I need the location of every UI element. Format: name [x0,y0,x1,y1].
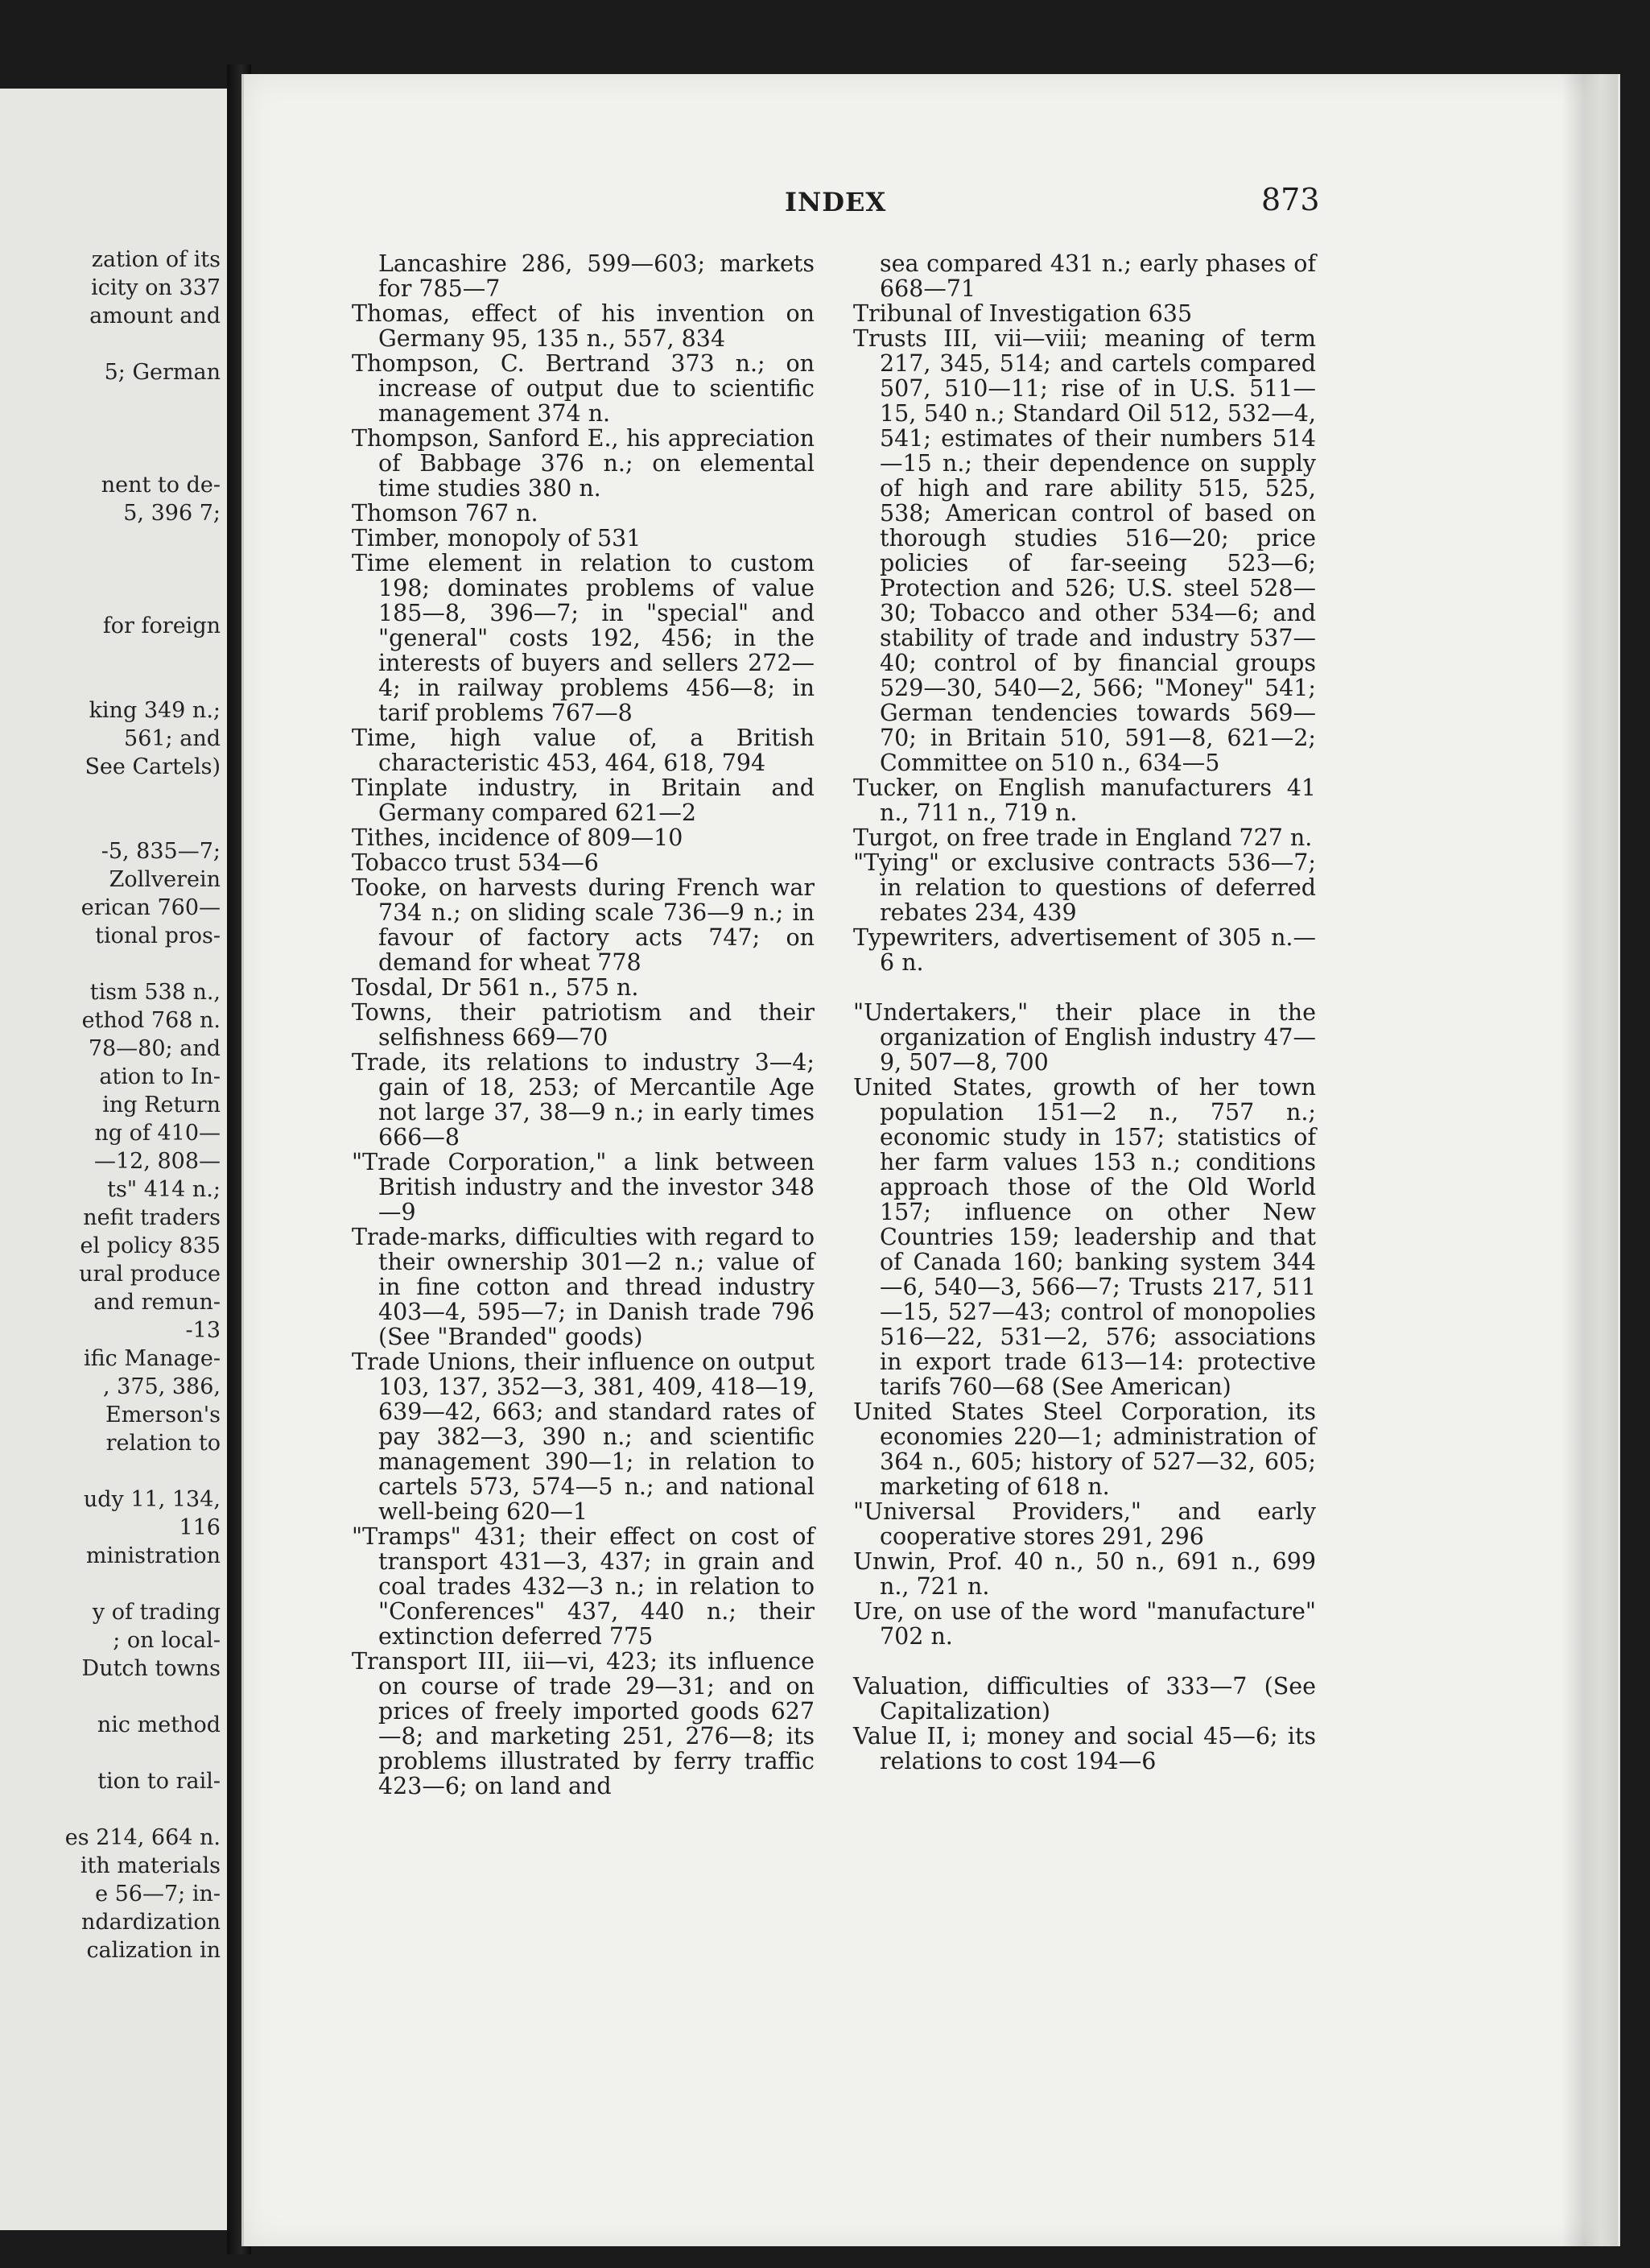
left-page-line: 78—80; and [88,1036,221,1061]
left-page-line: —12, 808— [93,1149,221,1174]
left-page-line: y of trading [92,1600,221,1625]
index-entry: Turgot, on free trade in England 727 n. [853,824,1313,851]
index-entry: Trade, its relations to industry 3—4; gain of 18, 253; of Mercantile Age not large 37, 38—9 n.; in early times 666—8 [352,1049,815,1151]
left-page-line: tism 538 n., [89,980,221,1005]
left-page-line: erican 760— [80,895,221,920]
left-page-line [0,809,221,837]
left-page-line: Emerson's [105,1403,221,1427]
left-page-line: ural produce [79,1262,221,1287]
index-entry: United States Steel Corporation, its economies 220—1; administration of 364 n., 605; history of 527—32, 605; marketing of 618 n. [853,1398,1316,1500]
index-entry: Valuation, difficulties of 333—7 (See Capitalization) [853,1673,1316,1725]
left-page-line: for foreign [102,613,221,638]
left-page-line: es 214, 664 n. [64,1825,221,1850]
left-page-line [0,386,221,415]
left-page-line [0,1795,221,1824]
index-entry: Tooke, on harvests during French war 734 n.; on sliding scale 736—9 n.; in favour of factory acts 747; on demand for wheat 778 [352,874,815,976]
left-page-line: nic method [97,1712,221,1737]
left-page-line [0,1570,221,1598]
left-page-line: e 56—7; in- [95,1882,221,1907]
index-entry: Tucker, on English manufacturers 41 n., 711 n., 719 n. [853,775,1316,826]
left-page-line: -13 [185,1318,221,1343]
left-page-line: ts" 414 n.; [107,1177,221,1202]
index-entry: Timber, monopoly of 531 [352,525,641,552]
index-entry: Tinplate industry, in Britain and Germany compared 621—2 [352,775,815,826]
left-page-line: ation to In- [99,1064,221,1089]
index-entry: Tosdal, Dr 561 n., 575 n. [352,974,639,1001]
index-entry: Ure, on use of the word "manufacture" 702 n. [853,1598,1316,1650]
left-page-line [0,443,221,471]
left-page-line: Zollverein [109,867,221,892]
left-page-line: ministration [85,1543,221,1568]
left-page-line: See Cartels) [85,754,221,779]
left-page-line: and remun- [93,1290,221,1315]
left-page-line [0,330,221,358]
page-number: 873 [1261,182,1320,217]
left-page-line: 561; and [124,726,221,751]
index-entry: Towns, their patriotism and their selfishness 669—70 [352,999,815,1051]
left-page-line: ific Manage- [84,1346,221,1371]
left-page-line: Dutch towns [81,1656,221,1681]
index-entry: Time element in relation to custom 198; dominates problems of value 185—8, 396—7; in "special" and "general" costs 192, 456; in the interests of buyers and sellers 272—4; in railway problems 456—8; in tarif problems 767—8 [352,550,815,726]
left-page-line [0,950,221,978]
left-page-line [0,415,221,443]
index-entry: Time, high value of, a British characteristic 453, 464, 618, 794 [352,725,815,776]
index-entry: "Universal Providers," and early cooperative stores 291, 296 [853,1498,1316,1550]
left-page-line [0,1683,221,1711]
index-entry: "Tying" or exclusive contracts 536—7; in relation to questions of deferred rebates 234, 439 [853,849,1316,926]
index-entry: "Undertakers," their place in the organization of English industry 47—9, 507—8, 700 [853,999,1316,1076]
left-page-line: zation of its [91,247,221,272]
left-page-line [0,584,221,612]
index-entry: Trade Unions, their influence on output 103, 137, 352—3, 381, 409, 418—19, 639—42, 663; and standard rates of pay 382—3, 390 n.; and scientific management 390—1; in relation to cartels 573, 574—5 n.; and national well-being 620—1 [352,1349,815,1525]
left-page-line: amount and [89,304,221,328]
left-page-line: udy 11, 134, [83,1487,221,1512]
left-page-line [0,1457,221,1485]
left-page-line: ethod 768 n. [81,1008,221,1033]
index-entry: United States, growth of her town population 151—2 n., 757 n.; economic study in 157; statistics of her farm values 153 n.; conditions approach those of the Old World 157; influence on other New Countries 159; leadership and that of Canada 160; banking system 344—6, 540—3, 566—7; Trusts 217, 511—15, 527—43; control of monopolies 516—22, 531—2, 576; associations in export trade 613—14: protective tarifs 760—68 (See American) [853,1074,1316,1400]
left-page-text [0,246,221,1964]
index-entry: Trade-marks, difficulties with regard to their ownership 301—2 n.; value of in fine cotton and thread industry 403—4, 595—7; in Danish trade 796 (See "Branded" goods) [352,1224,815,1350]
index-entry: Thomson 767 n. [352,500,538,527]
left-page-line: ith materials [80,1853,221,1878]
left-page-line: ing Return [102,1093,221,1117]
index-entry: "Tramps" 431; their effect on cost of transport 431—3, 437; in grain and coal trades 432—3 n.; in relation to "Conferences" 437, 440 n.; their extinction deferred 775 [352,1523,815,1650]
left-page-line: king 349 n.; [89,698,221,723]
page-edge-shadow [1561,74,1618,2246]
left-page-line: ndardization [80,1910,221,1935]
left-page-line: nefit traders [83,1205,221,1230]
index-entry: Transport III, iii—vi, 423; its influence on course of trade 29—31; and on prices of freely imported goods 627—8; and marketing 251, 276—8; its problems illustrated by ferry traffic 423—6; on land and [352,1648,815,1799]
index-entry: Trusts III, vii—viii; meaning of term 217, 345, 514; and cartels compared 507, 510—11; rise of in U.S. 511—15, 540 n.; Standard Oil 512, 532—4, 541; estimates of their numbers 514—15 n.; their dependence on supply of high and rare ability 515, 525, 538; American control of based on thorough studies 516—20; price policies of far-seeing 523—6; Protection and 526; U.S. steel 528—30; Tobacco and other 534—6; and stability of trade and industry 537—40; control of by financial groups 529—30, 540—2, 566; "Money" 541; German tendencies towards 569—70; in Britain 510, 591—8, 621—2; Committee on 510 n., 634—5 [853,325,1316,776]
left-page-line [0,640,221,668]
index-entry: Value II, i; money and social 45—6; its relations to cost 194—6 [853,1723,1316,1774]
index-entry: Tobacco trust 534—6 [352,849,599,876]
index-entry: Typewriters, advertisement of 305 n.—6 n. [853,924,1316,976]
left-page-line: tion to rail- [97,1769,221,1794]
left-page-line [0,1739,221,1767]
left-page-line [0,781,221,809]
left-page-line: , 375, 386, [103,1374,221,1399]
left-page-line: relation to [105,1431,221,1456]
index-entry: sea compared 431 n.; early phases of 668—71 [880,250,1316,302]
index-entry: Tithes, incidence of 809—10 [352,824,683,851]
left-page-line: 116 [179,1515,221,1540]
index-entry: "Trade Corporation," a link between British industry and the investor 348—9 [352,1149,815,1225]
left-page-line: el policy 835 [80,1233,221,1258]
index-column-right [853,251,1316,1774]
running-head [0,182,1650,219]
left-page-line: -5, 835—7; [101,839,221,864]
index-entry: Thompson, C. Bertrand 373 n.; on increase of output due to scientific management 374 n. [352,350,815,427]
left-page-line: ; on local- [113,1628,221,1653]
index-column-left [352,251,815,1799]
index-entry: Unwin, Prof. 40 n., 50 n., 691 n., 699 n., 721 n. [853,1548,1316,1600]
left-page-line: tional pros- [95,923,221,948]
left-page-line: icity on 337 [91,275,221,300]
page-title: INDEX [785,187,887,217]
left-page-line: ng of 410— [94,1121,221,1146]
left-page-line: 5, 396 7; [123,501,221,526]
left-page-line: 5; German [104,360,221,385]
index-entry: Lancashire 286, 599—603; markets for 785—7 [378,250,815,302]
left-page-line [0,668,221,696]
left-page-line: nent to de- [101,473,221,498]
left-page-line [0,556,221,584]
index-entry: Thompson, Sanford E., his appreciation of Babbage 376 n.; on elemental time studies 380 n. [352,425,815,502]
left-page-fragment [0,89,227,2230]
index-entry: Tribunal of Investigation 635 [853,300,1193,327]
left-page-line [0,527,221,556]
left-page-line: calization in [86,1938,221,1963]
index-entry: Thomas, effect of his invention on Germany 95, 135 n., 557, 834 [352,300,815,352]
